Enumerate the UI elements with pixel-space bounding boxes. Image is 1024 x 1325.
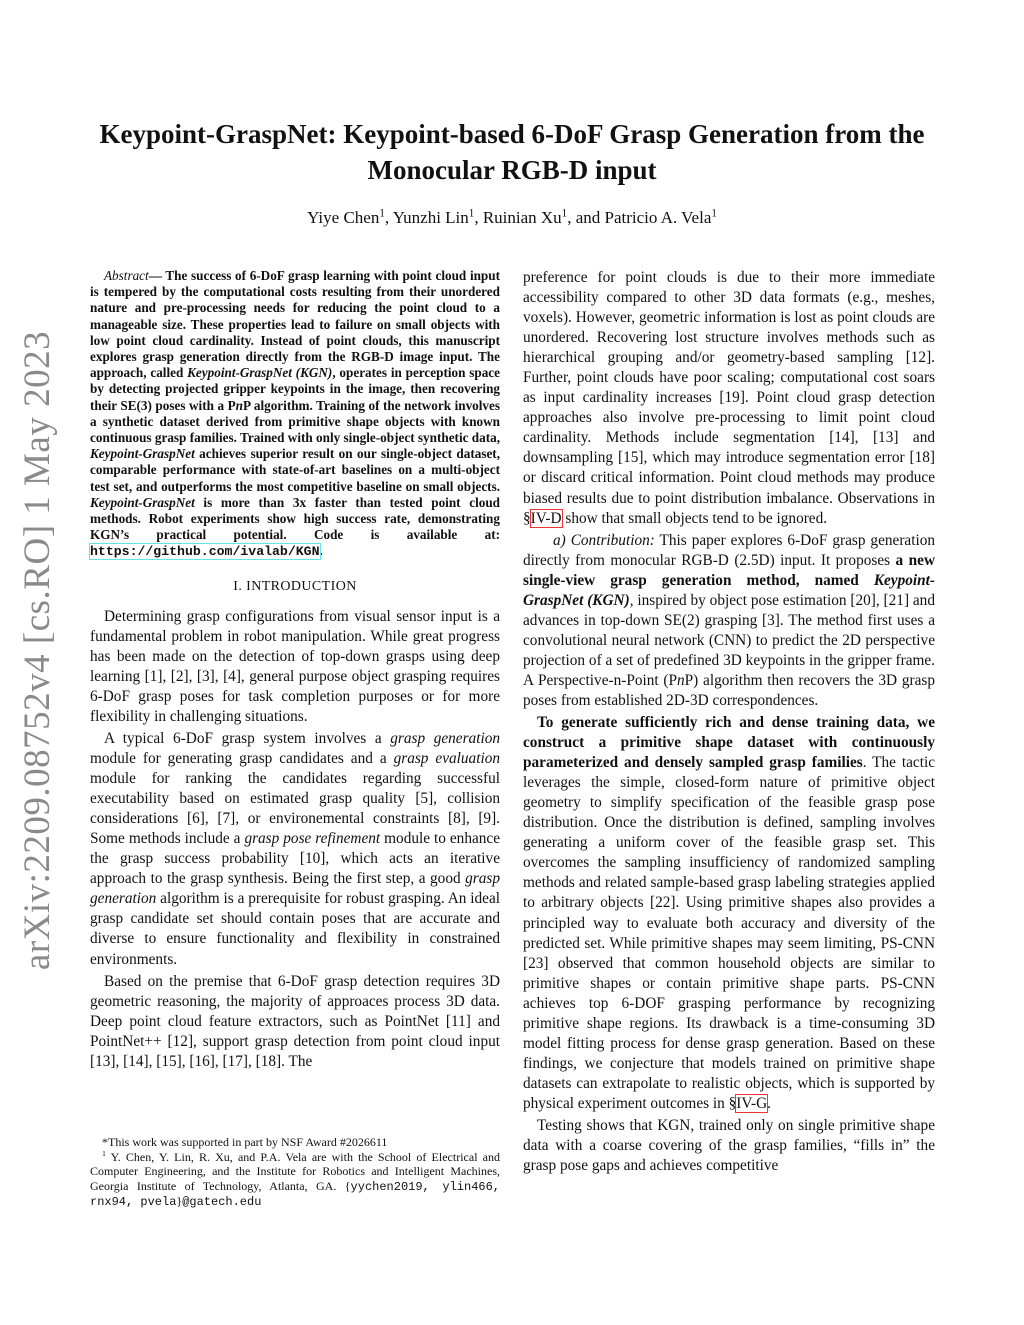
affiliation-mark: 1 bbox=[711, 207, 717, 220]
bold-text: To generate sufficiently rich and dense training data, we construct a primitive shape dataset with continuously parameterized and densely sampled grasp families bbox=[523, 714, 935, 772]
paragraph-text: algorithm is a prerequisite for robust grasping. An ideal grasp candidate set should contain poses that are accurate and diverse to ensure functionality and flexibility in constrained environments. bbox=[90, 890, 500, 968]
footnote-domain: @gatech.edu bbox=[182, 1195, 262, 1209]
author-3: Ruinian Xu bbox=[482, 208, 562, 227]
paragraph-text: , inspired by object pose estimation [20], [21] and advances in top-down SE(2) grasping [3]. The method first uses a convolutional neural network (CNN) to predict the 2D perspective projection of a set of predefined 3D keypoints in the gripper frame. A Perspective-n-Point (P bbox=[523, 591, 935, 689]
paragraph-text: module to enhance the grasp success probability [10], which acts an iterative approach to the grasp synthesis. Being the first step, a good bbox=[90, 830, 500, 888]
right-paragraph-1 bbox=[523, 268, 935, 529]
dataset-paragraph bbox=[523, 713, 935, 1114]
footnote-funding: *This work was supported in part by NSF Award #2026611 bbox=[102, 1135, 388, 1149]
testing-paragraph: Testing shows that KGN, trained only on single primitive shape data with a coarse covering of the grasp families, “fills in” the grasp pose gaps and achieves competitive bbox=[523, 1116, 935, 1175]
affiliation-mark: 1 bbox=[561, 207, 568, 220]
footnote-text: Y. Chen, Y. Lin, R. Xu, and P.A. Vela are with the School of Electrical and Computer Engineering, and the Institute for Robotics and Intelligent Machines, Georgia Institute of Technology, Atlanta, GA. { bbox=[90, 1149, 500, 1193]
abstract-text: achieves superior result on our single-object dataset, comparable performance with state-of-art baselines on a multi-object test set, and outperforms the most competitive baseline on small objects. bbox=[90, 446, 500, 494]
intro-paragraph-1: Determining grasp configurations from visual sensor input is a fundamental problem in robot manipulation. While great progress has been made on the detection of top-down grasps using deep learning [1], [2], [3], [4], general purpose object grasping requires 6-DoF grasp poses for task completion purposes or for more flexibility in challenging situations. bbox=[90, 607, 500, 725]
paragraph-text: show that small objects tend to be ignored. bbox=[561, 509, 828, 527]
contribution-label: a) Contribution: bbox=[553, 531, 655, 549]
footnote-brace: } bbox=[176, 1194, 183, 1208]
footnotes bbox=[90, 1135, 500, 1210]
paragraph-text: . bbox=[767, 1094, 771, 1112]
section-heading-introduction: I. INTRODUCTION bbox=[233, 578, 357, 594]
author-separator: , bbox=[474, 208, 483, 227]
italic-n: n bbox=[677, 671, 685, 689]
code-url-link[interactable]: https://github.com/ivalab/KGN bbox=[90, 544, 320, 560]
paragraph-text: module for generating grasp candidates and a bbox=[90, 750, 394, 768]
title-line-2: Monocular RGB-D input bbox=[367, 155, 657, 185]
bold-text: a new single-view grasp generation method, named bbox=[523, 551, 935, 589]
right-column bbox=[523, 268, 935, 1176]
left-column bbox=[90, 268, 500, 1072]
author-1: Yiye Chen bbox=[307, 208, 380, 227]
footnote-affiliation bbox=[90, 1150, 500, 1210]
paper-title bbox=[60, 116, 964, 188]
abstract-kgn: Keypoint-GraspNet bbox=[90, 494, 195, 510]
paragraph-text: This paper explores 6-DoF grasp generation directly from monocular RGB-D (2.5D) input. It proposes bbox=[523, 531, 935, 569]
abstract-dash: — bbox=[148, 268, 166, 283]
emphasis-grasp-pose-refinement: grasp pose refinement bbox=[244, 830, 381, 848]
paragraph-text: A typical 6-DoF grasp system involves a bbox=[104, 729, 391, 747]
paragraph-text: . The tactic leverages the simple, closed-form nature of primitive object geometry to simplify specification of the feasible grasp pose distribution. Once the distribution is defined, sampling involves generating a uniform cover of the feasible grasp set. This overcomes the sampling insufficiency of randomized sampling methods and related sample-based grasp labeling strategies applied to arbitrary objects [22]. Using primitive shapes also provides a principled way to evaluate both accuracy and diversity of the predicted set. While primitive shapes may seem limiting, PS-CNN [23] observed that common household objects are similar to primitive shapes or contain primitive shape parts. PS-CNN achieves top 6-DOF grasping performance by recognizing primitive shape regions. Its drawback is a time-consuming 3D model fitting process for dense grasp generation. Based on these findings, we conjecture that models trained on primitive shape datasets can extrapolate to realistic objects, which is supported by physical experiment outcomes in § bbox=[523, 754, 935, 1112]
title-line-1: Keypoint-GraspNet: Keypoint-based 6-DoF Grasp Generation from the bbox=[99, 119, 925, 149]
footnote-mark: 1 bbox=[102, 1148, 106, 1158]
affiliation-mark: 1 bbox=[379, 207, 385, 220]
affiliation-mark: 1 bbox=[468, 207, 475, 220]
abstract bbox=[90, 268, 500, 561]
section-ref-iv-g[interactable]: IV-G bbox=[736, 1094, 768, 1112]
author-separator: , bbox=[384, 208, 393, 227]
intro-paragraph-3: Based on the premise that 6-DoF grasp detection requires 3D geometric reasoning, the majority of approaces process 3D data. Deep point cloud feature extractors, such as PointNet [11] and PointNet++ [12], support grasp detection from point cloud input [13], [14], [15], [16], [17], [18]. The bbox=[90, 972, 500, 1070]
section-ref-iv-d[interactable]: IV-D bbox=[530, 509, 562, 527]
intro-paragraph-2 bbox=[90, 729, 500, 970]
abstract-text: is more than 3x faster than tested point cloud methods. Robot experiments show high success rate, demonstrating KGN’s practical potential. Code is available at: bbox=[90, 494, 500, 543]
paragraph-text: module for ranking the candidates regarding successful executability based on estimated grasp quality [5], collision considerations [6], [7], or environemental constraints [8], [9]. Some methods include a bbox=[90, 770, 500, 848]
abstract-kgn: Keypoint-GraspNet bbox=[90, 446, 195, 462]
abstract-end: . bbox=[319, 543, 323, 559]
author-4: Patricio A. Vela bbox=[604, 208, 712, 227]
abstract-text: The success of 6-DoF grasp learning with point cloud input is tempered by the computational costs resulting from their unordered nature and pre-processing needs for reducing the point cloud to a manageable size. These properties lead to failure on small objects with low point cloud cardinality. Instead of point clouds, this manuscript explores grasp generation directly from the RGB-D image input. The approach, called bbox=[90, 268, 500, 381]
abstract-kgn-full: Keypoint-GraspNet (KGN) bbox=[187, 365, 333, 381]
emphasis-grasp-evaluation: grasp evaluation bbox=[393, 750, 500, 768]
emphasis-grasp-generation: grasp generation bbox=[90, 870, 500, 908]
contribution-paragraph bbox=[523, 531, 935, 711]
author-list bbox=[60, 208, 964, 228]
author-separator-and: , and bbox=[567, 208, 605, 227]
abstract-text: , operates in perception space by detecting projected gripper keypoints in the image, then recovering their SE(3) poses with a P bbox=[90, 365, 501, 413]
author-2: Yunzhi Lin bbox=[392, 208, 469, 227]
arxiv-identifier bbox=[8, 330, 68, 970]
abstract-n: n bbox=[235, 397, 243, 413]
abstract-label: Abstract bbox=[104, 268, 149, 283]
bold-kgn: Keypoint-GraspNet (KGN) bbox=[523, 571, 935, 609]
paragraph-text: preference for point clouds is due to their more immediate accessibility compared to other 3D data formats (e.g., meshes, voxels). However, geometric information is lost as point clouds are unordered. Recovering lost structure involves methods such as hierarchical grouping and/or geometry-based sampling [12]. Further, point clouds have poor scaling; computational cost soars as input cardinality increases [19]. Point cloud grasp detection approaches also involve pre-processing to limit point cloud cardinality. Methods include segmentation [14], [13] and downsampling [15], which may introduce segmentation error [18] or discard critical information. Point cloud methods may produce biased results due to point distribution imbalance. Observations in § bbox=[523, 269, 935, 527]
paragraph-text: P) algorithm then recovers the 3D grasp poses from established 2D-3D correspondences. bbox=[523, 671, 935, 709]
arxiv-id-text: arXiv:2209.08752v4 [cs.RO] 1 May 2023 bbox=[17, 330, 59, 970]
footnote-emails: yychen2019, ylin466, rnx94, pvela bbox=[90, 1179, 500, 1209]
abstract-text: P algorithm. Training of the network involves a synthetic dataset derived from primitive shape objects with known continuous grasp families. Trained with only single-object synthetic data, bbox=[90, 397, 500, 446]
emphasis-grasp-generation: grasp generation bbox=[390, 729, 500, 747]
